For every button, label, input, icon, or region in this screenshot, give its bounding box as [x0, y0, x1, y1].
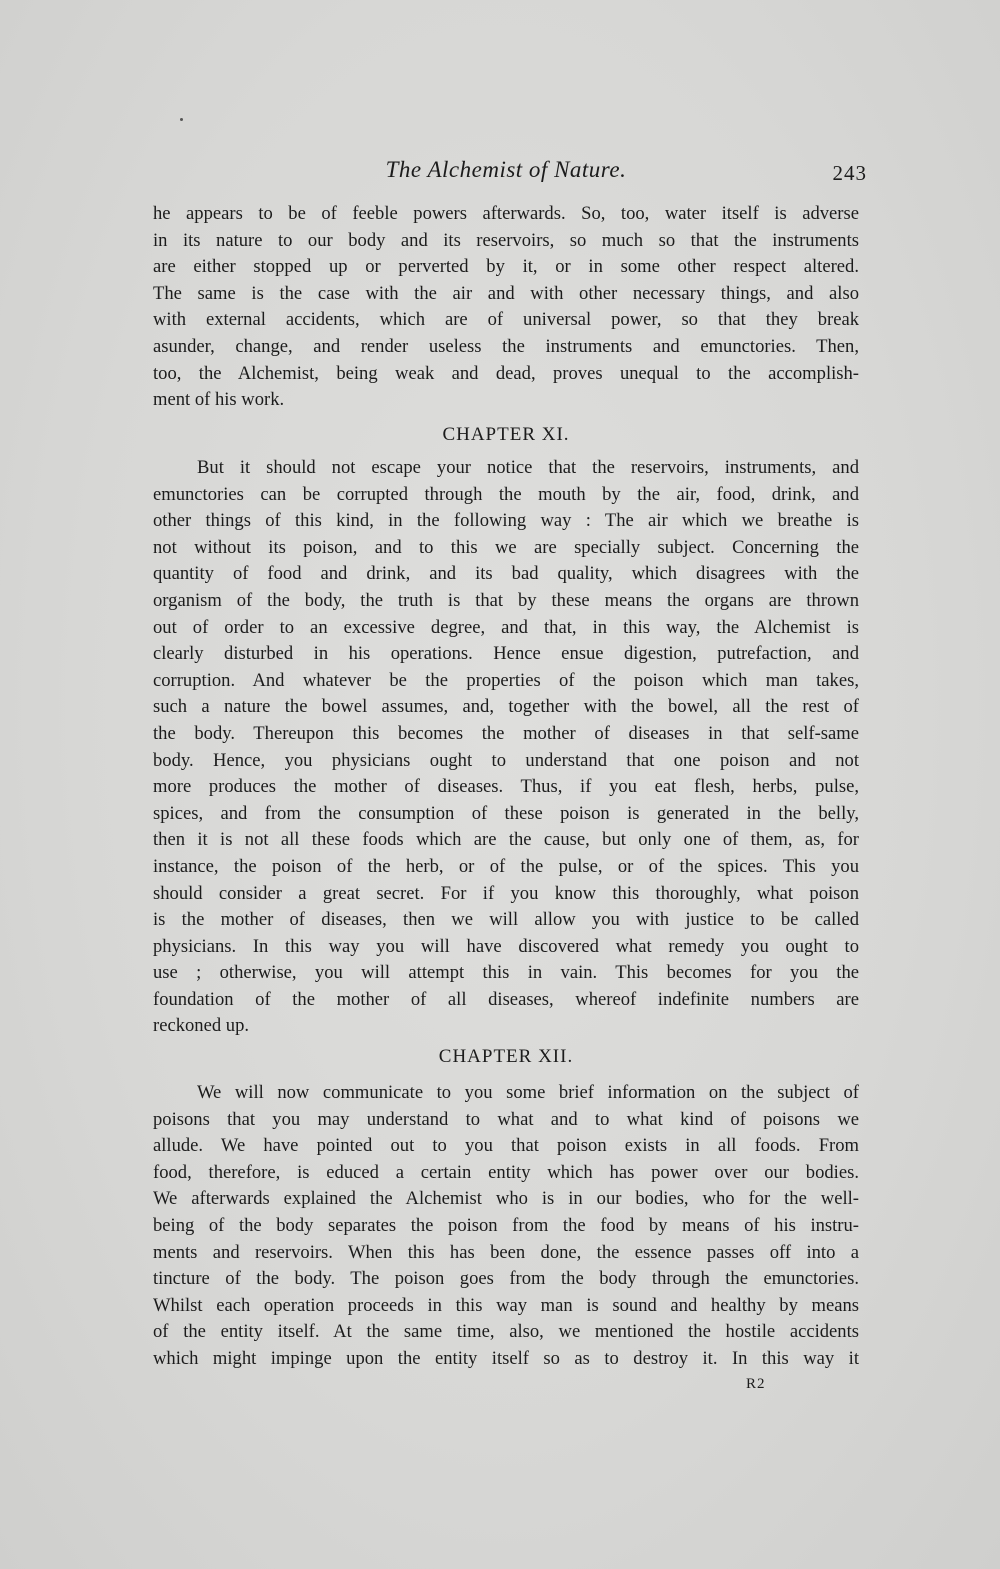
text-line: body. Hence, you physicians ought to understand that one poison and not — [153, 749, 859, 771]
text-line: corruption. And whatever be the properties of the poison which man takes, — [153, 669, 859, 691]
text-line: poisons that you may understand to what and to what kind of poisons we — [153, 1108, 859, 1130]
text-line: emunctories can be corrupted through the mouth by the air, food, drink, and — [153, 483, 859, 505]
text-line: the body. Thereupon this becomes the mother of diseases in that self-same — [153, 722, 859, 744]
text-line: quantity of food and drink, and its bad quality, which disagrees with the — [153, 563, 859, 585]
text-line: organism of the body, the truth is that by these means the organs are thrown — [153, 589, 859, 611]
text-line: being of the body separates the poison from the food by means of his instru- — [153, 1214, 859, 1236]
text-line: is the mother of diseases, then we will allow you with justice to be called — [153, 909, 859, 931]
text-line: We will now communicate to you some brief information on the subject of — [197, 1082, 859, 1103]
text-line: We afterwards explained the Alchemist who is in our bodies, who for the well- — [153, 1188, 859, 1210]
text-line: tincture of the body. The poison goes from the body through the emunctories. — [153, 1268, 859, 1290]
chapter-xii-paragraph — [153, 1080, 859, 1373]
text-line: food, therefore, is educed a certain entity which has power over our bodies. — [153, 1161, 859, 1183]
text-line: spices, and from the consumption of these poison is generated in the belly, — [153, 802, 859, 824]
running-header — [153, 157, 867, 189]
chapter-heading-xi: CHAPTER XI. — [442, 424, 570, 445]
text-line: ments and reservoirs. When this has been done, the essence passes off into a — [153, 1241, 859, 1263]
text-line: which might impinge upon the entity itself so as to destroy it. In this way it — [153, 1347, 859, 1369]
text-line: reckoned up. — [153, 1015, 250, 1037]
text-line: with external accidents, which are of universal power, so that they break — [153, 309, 859, 331]
text-line: physicians. In this way you will have discovered what remedy you ought to — [153, 935, 859, 957]
text-line: But it should not escape your notice that the reservoirs, instruments, and — [197, 457, 859, 478]
text-line: not without its poison, and to this we are specially subject. Concerning the — [153, 536, 859, 558]
text-line: ment of his work. — [153, 389, 285, 411]
text-line: of the entity itself. At the same time, also, we mentioned the hostile accidents — [153, 1321, 859, 1343]
text-line: Whilst each operation proceeds in this way man is sound and healthy by means — [153, 1294, 859, 1316]
chapter-heading-xii: CHAPTER XII. — [438, 1046, 574, 1067]
text-line: The same is the case with the air and with other necessary things, and also — [153, 282, 859, 304]
text-line: asunder, change, and render useless the instruments and emunctories. Then, — [153, 335, 859, 357]
text-line: he appears to be of feeble powers afterwards. So, too, water itself is adverse — [153, 203, 859, 224]
paragraph-continuation — [153, 201, 859, 414]
page-number: 243 — [832, 161, 867, 185]
text-line: are either stopped up or perverted by it, or in some other respect altered. — [153, 256, 859, 278]
text-line: too, the Alchemist, being weak and dead, proves unequal to the accomplish- — [153, 362, 859, 384]
text-line: should consider a great secret. For if you know this thoroughly, what poison — [153, 882, 859, 904]
text-line: other things of this kind, in the following way : The air which we breathe is — [153, 510, 859, 532]
text-line: such a nature the bowel assumes, and, together with the bowel, all the rest of — [153, 696, 859, 718]
text-line: more produces the mother of diseases. Thus, if you eat flesh, herbs, pulse, — [153, 776, 859, 798]
text-line: instance, the poison of the herb, or of the pulse, or of the spices. This you — [153, 855, 859, 877]
text-line: foundation of the mother of all diseases, whereof indefinite numbers are — [153, 988, 859, 1010]
signature-mark: R2 — [746, 1376, 766, 1392]
text-line: clearly disturbed in his operations. Hence ensue digestion, putrefaction, and — [153, 643, 859, 665]
text-line: out of order to an excessive degree, and that, in this way, the Alchemist is — [153, 616, 859, 638]
running-title: The Alchemist of Nature. — [385, 157, 627, 182]
text-line: use ; otherwise, you will attempt this in vain. This becomes for you the — [153, 962, 859, 984]
text-line: in its nature to our body and its reservoirs, so much so that the instruments — [153, 229, 859, 251]
chapter-xi-paragraph — [153, 455, 859, 1040]
paper-speck — [180, 118, 183, 121]
text-line: then it is not all these foods which are the cause, but only one of them, as, for — [153, 829, 859, 851]
text-line: allude. We have pointed out to you that poison exists in all foods. From — [153, 1135, 859, 1157]
